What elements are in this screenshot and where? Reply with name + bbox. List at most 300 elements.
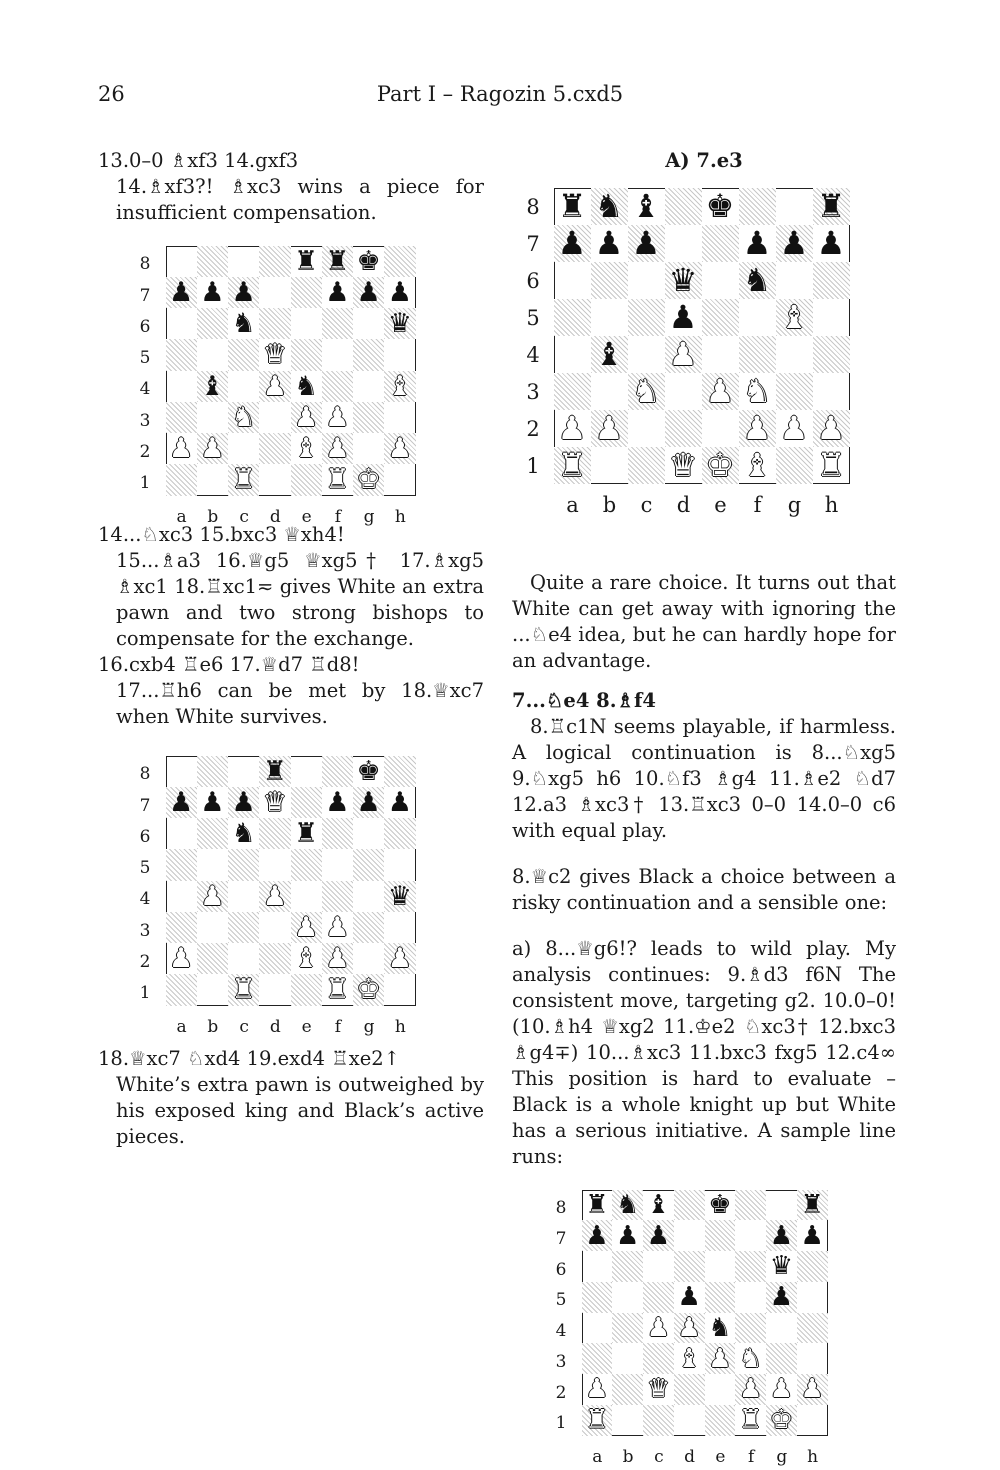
board-square (702, 336, 739, 373)
black-knight-piece: ♞ (742, 261, 772, 299)
board-square (674, 1405, 705, 1436)
white-pawn-piece: ♟ (816, 409, 846, 447)
black-rook-piece: ♜ (325, 245, 350, 277)
white-rook-piece: ♜ (557, 446, 587, 484)
board-square (291, 787, 322, 818)
board-square (674, 1220, 705, 1251)
board-square (322, 818, 353, 849)
white-pawn-piece: ♟ (200, 433, 225, 465)
file-label: d (684, 1447, 696, 1467)
board-square (259, 974, 290, 1005)
file-label: c (654, 1447, 664, 1467)
white-queen-piece: ♛ (668, 446, 698, 484)
board-square (628, 410, 665, 447)
board-square (705, 1220, 736, 1251)
black-pawn-piece: ♟ (325, 276, 350, 308)
white-pawn-piece: ♟ (769, 1374, 794, 1405)
black-pawn-piece: ♟ (356, 276, 381, 308)
file-label: b (207, 507, 219, 527)
white-bishop-piece: ♝ (779, 298, 809, 336)
white-pawn-piece: ♟ (169, 943, 194, 975)
black-pawn-piece: ♟ (668, 298, 698, 336)
file-label: h (394, 1017, 406, 1037)
white-pawn-piece: ♟ (294, 401, 319, 433)
rank-label: 6 (139, 316, 151, 337)
paragraph: Quite a rare choice. It turns out that White can get away with ignoring the ...♘e4 idea, but he can hardly hope for an advantage. (512, 571, 896, 672)
white-pawn-piece: ♟ (800, 1374, 824, 1405)
board-square (776, 373, 813, 410)
rank-label: 3 (139, 410, 151, 431)
board-square (702, 299, 739, 336)
file-label: c (239, 507, 249, 527)
board-square (322, 308, 353, 339)
running-head: Part I – Ragozin 5.cxd5 (376, 82, 624, 106)
board-square (166, 974, 197, 1005)
board-square (353, 308, 384, 339)
white-pawn-piece: ♟ (557, 409, 587, 447)
black-rook-piece: ♜ (585, 1189, 609, 1220)
rank-label: 5 (139, 348, 151, 369)
board-square (166, 912, 197, 943)
file-label: h (807, 1447, 819, 1467)
white-queen-piece: ♛ (262, 339, 287, 371)
rank-label: 3 (139, 920, 151, 941)
diagram-4-board (582, 1190, 828, 1436)
board-square (353, 433, 384, 464)
board-square (291, 756, 322, 787)
black-rook-piece: ♜ (800, 1189, 824, 1220)
white-king-piece: ♚ (769, 1405, 794, 1436)
white-pawn-piece: ♟ (738, 1374, 763, 1405)
file-label: c (239, 1017, 249, 1037)
board-square (322, 371, 353, 402)
black-pawn-piece: ♟ (169, 276, 194, 308)
rank-label: 2 (526, 416, 540, 441)
black-pawn-piece: ♟ (800, 1220, 824, 1251)
white-rook-piece: ♜ (231, 974, 256, 1006)
black-pawn-piece: ♟ (557, 224, 587, 262)
board-square (735, 1190, 766, 1221)
rank-label: 4 (555, 1321, 567, 1342)
white-pawn-piece: ♟ (594, 409, 624, 447)
rank-label: 7 (139, 285, 151, 306)
board-square (612, 1251, 643, 1282)
white-pawn-piece: ♟ (169, 433, 194, 465)
board-square (612, 1343, 643, 1374)
board-square (353, 912, 384, 943)
white-pawn-piece: ♟ (668, 335, 698, 373)
board-square (259, 402, 290, 433)
black-pawn-piece: ♟ (200, 276, 225, 308)
board-square (353, 881, 384, 912)
rank-label: 5 (139, 858, 151, 879)
board-square (384, 974, 415, 1005)
file-label: e (714, 493, 727, 517)
black-king-piece: ♚ (356, 755, 381, 787)
board-square (797, 1343, 828, 1374)
rank-label: 2 (139, 951, 151, 972)
white-pawn-piece: ♟ (262, 880, 287, 912)
file-label: f (753, 493, 762, 517)
black-pawn-piece: ♟ (594, 224, 624, 262)
black-pawn-piece: ♟ (779, 224, 809, 262)
board-square (797, 1251, 828, 1282)
file-label: b (622, 1447, 634, 1467)
rank-label: 1 (555, 1413, 567, 1434)
board-square (384, 912, 415, 943)
board-square (612, 1282, 643, 1313)
rank-label: 1 (526, 453, 540, 478)
board-square (643, 1282, 674, 1313)
board-square (591, 299, 628, 336)
file-label: e (715, 1447, 726, 1467)
board-square (643, 1405, 674, 1436)
rank-label: 4 (526, 342, 540, 367)
board-square (776, 336, 813, 373)
board-square (197, 308, 228, 339)
board-square (322, 849, 353, 880)
black-pawn-piece: ♟ (169, 786, 194, 818)
white-pawn-piece: ♟ (708, 1343, 732, 1374)
black-pawn-piece: ♟ (677, 1282, 701, 1313)
rank-label: 6 (139, 826, 151, 847)
board-square (166, 308, 197, 339)
file-label: b (207, 1017, 219, 1037)
board-square (554, 262, 591, 299)
black-pawn-piece: ♟ (769, 1282, 794, 1313)
board-square (735, 1313, 766, 1344)
white-rook-piece: ♜ (738, 1405, 763, 1436)
rank-label: 4 (139, 379, 151, 400)
board-square (197, 849, 228, 880)
rank-label: 6 (526, 268, 540, 293)
board-square (259, 464, 290, 495)
file-label: a (592, 1447, 603, 1467)
board-square (291, 339, 322, 370)
rank-label: 3 (555, 1351, 567, 1372)
black-pawn-piece: ♟ (200, 786, 225, 818)
black-queen-piece: ♛ (387, 308, 412, 340)
board-square (197, 246, 228, 277)
board-square (739, 188, 776, 225)
board-square (813, 262, 850, 299)
rank-label: 1 (139, 473, 151, 494)
black-pawn-piece: ♟ (325, 786, 350, 818)
board-square (705, 1251, 736, 1282)
white-pawn-piece: ♟ (200, 880, 225, 912)
black-pawn-piece: ♟ (742, 224, 772, 262)
black-pawn-piece: ♟ (387, 276, 412, 308)
file-label: a (176, 507, 187, 527)
black-knight-piece: ♞ (231, 818, 256, 850)
board-square (612, 1405, 643, 1436)
white-bishop-piece: ♝ (294, 433, 319, 465)
file-label: g (363, 507, 375, 527)
file-label: f (334, 1017, 342, 1037)
board-square (291, 277, 322, 308)
board-square (166, 371, 197, 402)
board-square (228, 912, 259, 943)
board-square (166, 464, 197, 495)
rank-label: 8 (555, 1198, 567, 1219)
diagram-2-board (554, 188, 850, 484)
white-pawn-piece: ♟ (585, 1374, 609, 1405)
board-square (797, 1405, 828, 1436)
white-rook-piece: ♜ (231, 464, 256, 496)
file-label: h (394, 507, 406, 527)
white-pawn-piece: ♟ (325, 943, 350, 975)
white-pawn-piece: ♟ (387, 433, 412, 465)
board-square (197, 912, 228, 943)
board-square (166, 402, 197, 433)
board-square (353, 943, 384, 974)
file-label: a (176, 1017, 187, 1037)
black-knight-piece: ♞ (594, 187, 624, 225)
black-bishop-piece: ♝ (200, 370, 225, 402)
board-square (166, 881, 197, 912)
rank-label: 4 (139, 889, 151, 910)
diagram-wrapper (98, 730, 484, 1046)
move-line: 13.0–0 ♗xf3 14.gxf3 (98, 149, 299, 172)
white-bishop-piece: ♝ (294, 943, 319, 975)
board-square (766, 1190, 797, 1221)
board-square (228, 943, 259, 974)
file-label: d (676, 493, 691, 517)
board-square (197, 339, 228, 370)
board-square (228, 433, 259, 464)
board-square (322, 881, 353, 912)
board-square (197, 818, 228, 849)
rank-label: 7 (139, 795, 151, 816)
white-knight-piece: ♞ (742, 372, 772, 410)
board-square (582, 1313, 613, 1344)
board-square (166, 756, 197, 787)
board-square (353, 402, 384, 433)
black-pawn-piece: ♟ (231, 276, 256, 308)
board-square (776, 262, 813, 299)
rank-label: 2 (139, 441, 151, 462)
board-square (228, 881, 259, 912)
board-square (259, 912, 290, 943)
board-square (554, 299, 591, 336)
board-square (643, 1343, 674, 1374)
board-square (612, 1374, 643, 1405)
diagram-3-board (166, 756, 416, 1006)
board-square (705, 1405, 736, 1436)
white-knight-piece: ♞ (231, 401, 256, 433)
white-king-piece: ♚ (705, 446, 735, 484)
annotation: 17...♖h6 can be met by 18.♕xc7 when White survives. (116, 679, 484, 728)
rank-label: 6 (555, 1259, 567, 1280)
bold-move-line: 7...♘e4 8.♗f4 (512, 689, 656, 712)
white-knight-piece: ♞ (631, 372, 661, 410)
board-square (291, 464, 322, 495)
black-pawn-piece: ♟ (585, 1220, 609, 1251)
board-square (591, 373, 628, 410)
black-rook-piece: ♜ (262, 755, 287, 787)
black-king-piece: ♚ (705, 187, 735, 225)
board-square (259, 849, 290, 880)
right-column (512, 148, 896, 1470)
board-square (166, 818, 197, 849)
board-square (228, 756, 259, 787)
board-square (259, 246, 290, 277)
black-knight-piece: ♞ (294, 370, 319, 402)
paragraph: 8.♕c2 gives Black a choice between a risky continuation and a sensible one: (512, 865, 896, 914)
file-label: d (269, 507, 281, 527)
black-pawn-piece: ♟ (816, 224, 846, 262)
black-queen-piece: ♛ (668, 261, 698, 299)
board-square (813, 299, 850, 336)
board-square (665, 410, 702, 447)
black-knight-piece: ♞ (708, 1312, 732, 1343)
board-square (259, 433, 290, 464)
board-square (228, 339, 259, 370)
rank-label: 3 (526, 379, 540, 404)
white-pawn-piece: ♟ (325, 911, 350, 943)
white-pawn-piece: ♟ (325, 401, 350, 433)
file-label: e (301, 1017, 312, 1037)
board-square (674, 1190, 705, 1221)
white-bishop-piece: ♝ (677, 1343, 701, 1374)
board-square (665, 188, 702, 225)
board-square (674, 1251, 705, 1282)
move-line: 18.♕xc7 ♘xd4 19.exd4 ♖xe2↑ (98, 1047, 400, 1070)
rank-label: 5 (555, 1290, 567, 1311)
board-square (322, 339, 353, 370)
move-line: 16.cxb4 ♖e6 17.♕d7 ♖d8! (98, 653, 360, 676)
white-rook-piece: ♜ (816, 446, 846, 484)
board-square (291, 849, 322, 880)
board-square (813, 373, 850, 410)
file-label: f (747, 1447, 755, 1467)
board-square (353, 371, 384, 402)
black-bishop-piece: ♝ (631, 187, 661, 225)
file-label: d (269, 1017, 281, 1037)
board-square (166, 246, 197, 277)
board-square (735, 1282, 766, 1313)
white-pawn-piece: ♟ (325, 433, 350, 465)
board-square (628, 336, 665, 373)
diagram-1-board (166, 246, 416, 496)
white-pawn-piece: ♟ (779, 409, 809, 447)
board-square (228, 371, 259, 402)
file-label: g (787, 493, 802, 517)
board-square (582, 1251, 613, 1282)
board-square (384, 818, 415, 849)
board-square (384, 849, 415, 880)
annotation: White’s extra pawn is outweighed by his exposed king and Black’s active pieces. (116, 1073, 484, 1148)
black-rook-piece: ♜ (557, 187, 587, 225)
black-bishop-piece: ♝ (594, 335, 624, 373)
board-square (353, 849, 384, 880)
black-queen-piece: ♛ (769, 1251, 794, 1282)
white-knight-piece: ♞ (738, 1343, 763, 1374)
board-square (384, 756, 415, 787)
board-square (582, 1282, 613, 1313)
black-pawn-piece: ♟ (387, 786, 412, 818)
board-square (702, 410, 739, 447)
board-square (612, 1313, 643, 1344)
board-square (665, 225, 702, 262)
rank-label: 7 (526, 231, 540, 256)
section-heading: A) 7.e3 (665, 149, 743, 172)
black-rook-piece: ♜ (294, 818, 319, 850)
rank-label: 1 (139, 983, 151, 1004)
white-rook-piece: ♜ (325, 974, 350, 1006)
board-square (197, 464, 228, 495)
board-square (291, 308, 322, 339)
board-square (353, 818, 384, 849)
paragraph: a) 8...♕g6!? leads to wild play. My analysis continues: 9.♗d3 f6N The consistent move, targeting g2. 10.0–0! (10.♗h4 ♕xg2 11.♔e2 ♘xc3† 12.bxc3 ♗g4∓) 10...♗xc3 11.bxc3 fxg5 12.c4∞ This position is hard to evaluate – Black is a whole knight up but White has a serious initiative. A sample line runs: (512, 937, 896, 1168)
board-square (166, 339, 197, 370)
board-square (228, 246, 259, 277)
board-square (591, 262, 628, 299)
paragraph: 8.♖c1N seems playable, if harmless. A logical continuation is 8...♘xg5 9.♘xg5 h6 10.♘f3 ♗g4 11.♗e2 ♘d7 12.a3 ♗xc3† 13.♖xc3 0–0 14.0–0 c6 with equal play. (512, 715, 896, 842)
diagram-wrapper (512, 1170, 896, 1470)
board-square (322, 756, 353, 787)
board-square (739, 299, 776, 336)
board-square (259, 818, 290, 849)
file-label: a (566, 493, 579, 517)
white-pawn-piece: ♟ (294, 911, 319, 943)
black-pawn-piece: ♟ (356, 786, 381, 818)
board-square (705, 1282, 736, 1313)
board-square (702, 225, 739, 262)
file-label: c (640, 493, 653, 517)
black-rook-piece: ♜ (294, 245, 319, 277)
white-pawn-piece: ♟ (646, 1312, 671, 1343)
board-square (554, 373, 591, 410)
board-square (384, 246, 415, 277)
board-square (674, 1374, 705, 1405)
board-square (766, 1343, 797, 1374)
rank-label: 5 (526, 305, 540, 330)
board-square (813, 336, 850, 373)
rank-label: 2 (555, 1382, 567, 1403)
board-square (197, 756, 228, 787)
white-rook-piece: ♜ (585, 1405, 609, 1436)
diagram-wrapper (512, 186, 896, 570)
white-pawn-piece: ♟ (387, 943, 412, 975)
white-queen-piece: ♛ (646, 1374, 671, 1405)
black-king-piece: ♚ (356, 245, 381, 277)
black-pawn-piece: ♟ (631, 224, 661, 262)
board-square (197, 974, 228, 1005)
board-square (628, 447, 665, 484)
rank-label: 8 (139, 254, 151, 275)
white-rook-piece: ♜ (325, 464, 350, 496)
black-bishop-piece: ♝ (646, 1189, 671, 1220)
board-square (384, 402, 415, 433)
board-square (591, 447, 628, 484)
black-pawn-piece: ♟ (646, 1220, 671, 1251)
diagram-wrapper (98, 226, 484, 527)
white-pawn-piece: ♟ (677, 1312, 701, 1343)
board-square (739, 336, 776, 373)
rank-label: 8 (526, 194, 540, 219)
annotation: 14.♗xf3?! ♗xc3 wins a piece for insufficient compensation. (116, 175, 484, 224)
white-pawn-piece: ♟ (742, 409, 772, 447)
black-pawn-piece: ♟ (769, 1220, 794, 1251)
board-square (228, 849, 259, 880)
file-label: b (602, 493, 617, 517)
board-square (702, 262, 739, 299)
board-square (797, 1313, 828, 1344)
board-square (166, 849, 197, 880)
black-knight-piece: ♞ (615, 1189, 640, 1220)
board-square (291, 881, 322, 912)
